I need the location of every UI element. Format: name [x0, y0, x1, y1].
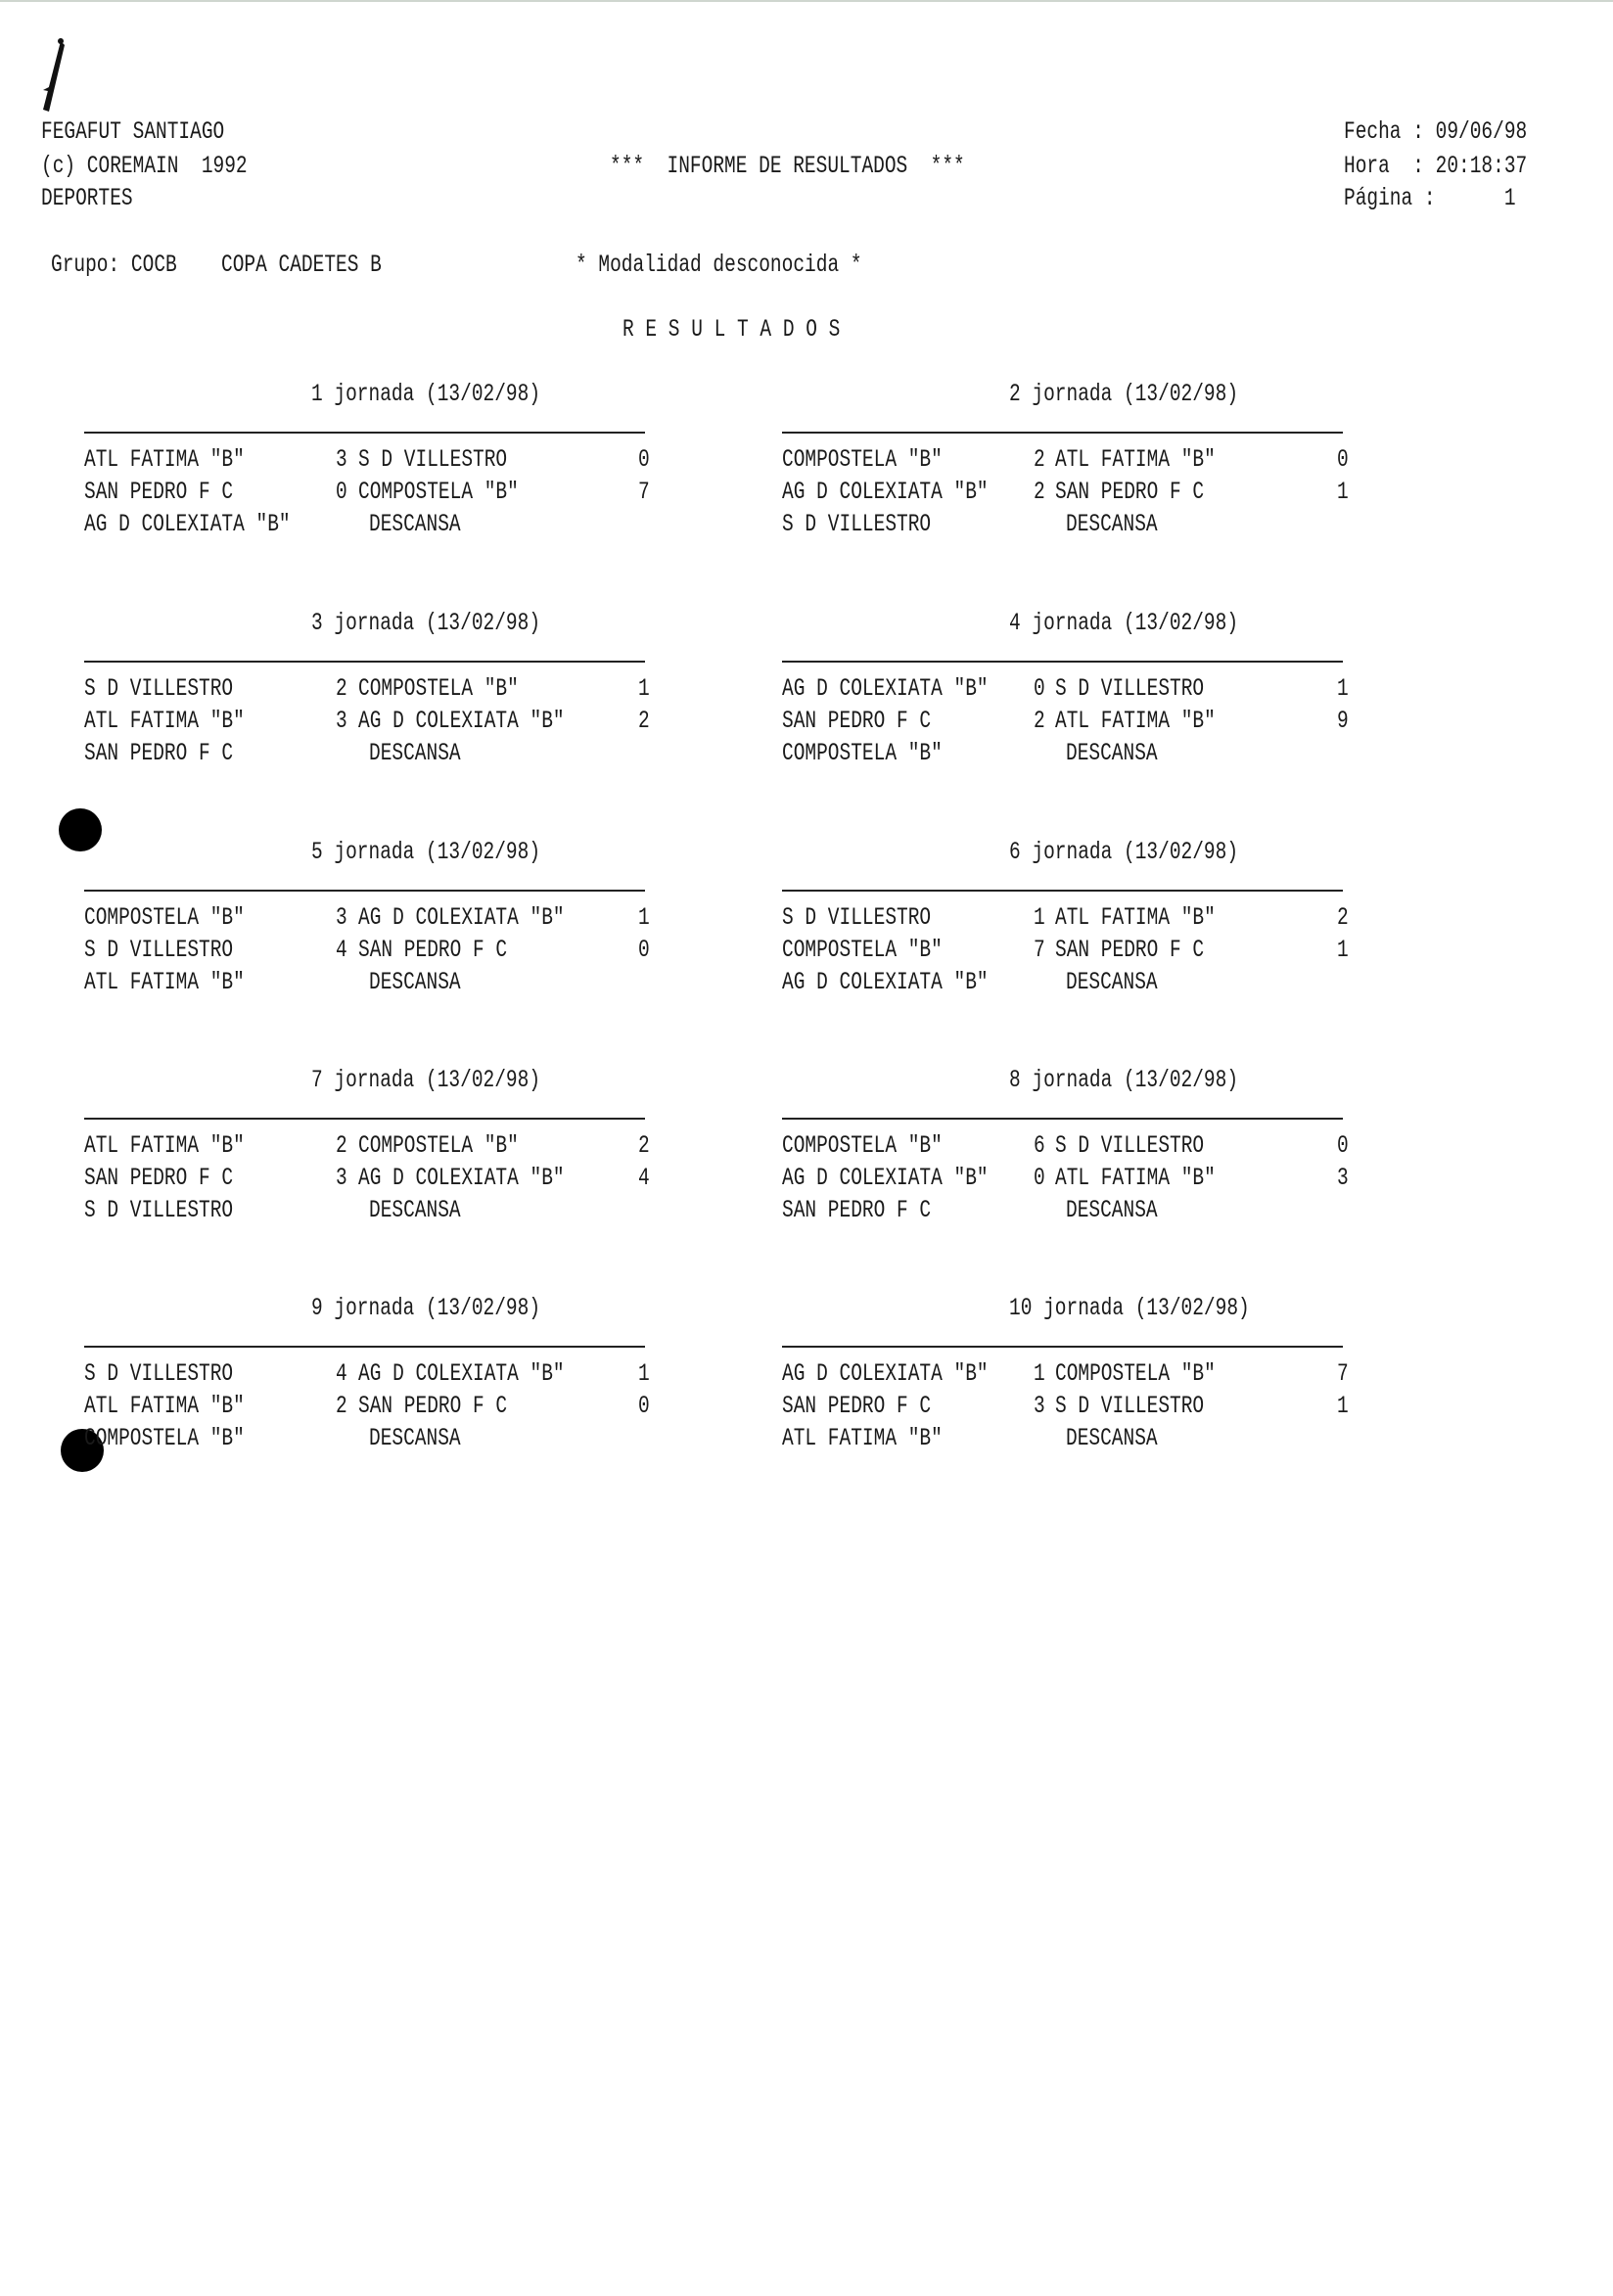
home-score: 2 [1034, 478, 1045, 506]
punch-hole-upper [59, 808, 102, 851]
away-score: 0 [638, 936, 650, 964]
home-team: AG D COLEXIATA "B" [782, 478, 989, 506]
away-team: ATL FATIMA "B" [1055, 1164, 1216, 1192]
rest-label: DESCANSA [369, 510, 461, 538]
resting-team: S D VILLESTRO [84, 1196, 234, 1224]
away-score: 2 [638, 707, 650, 735]
away-score: 7 [1337, 1359, 1349, 1388]
away-score: 1 [1337, 1392, 1349, 1420]
rest-label: DESCANSA [369, 1424, 461, 1452]
home-team: ATL FATIMA "B" [84, 707, 245, 735]
home-team: COMPOSTELA "B" [782, 936, 943, 964]
round-title: 1 jornada (13/02/98) [311, 380, 541, 408]
home-score: 0 [1034, 1164, 1045, 1192]
away-score: 7 [638, 478, 650, 506]
away-score: 1 [1337, 478, 1349, 506]
home-score: 6 [1034, 1131, 1045, 1160]
home-score: 2 [1034, 707, 1045, 735]
home-team: ATL FATIMA "B" [84, 1392, 245, 1420]
resting-team: S D VILLESTRO [782, 510, 932, 538]
home-score: 2 [336, 1392, 347, 1420]
page-line: Página : 1 [1344, 184, 1516, 212]
rest-label: DESCANSA [1066, 1196, 1158, 1224]
time-line: Hora : 20:18:37 [1344, 152, 1528, 180]
round-divider [782, 1346, 1343, 1348]
home-team: COMPOSTELA "B" [782, 445, 943, 474]
round-title: 10 jornada (13/02/98) [1009, 1294, 1250, 1322]
resting-team: ATL FATIMA "B" [782, 1424, 943, 1452]
away-team: COMPOSTELA "B" [358, 674, 519, 703]
home-team: SAN PEDRO F C [84, 1164, 234, 1192]
home-score: 3 [1034, 1392, 1045, 1420]
away-score: 1 [638, 903, 650, 932]
away-score: 9 [1337, 707, 1349, 735]
rest-label: DESCANSA [369, 968, 461, 996]
away-team: S D VILLESTRO [1055, 674, 1205, 703]
home-score: 0 [1034, 674, 1045, 703]
round-divider [84, 1346, 645, 1348]
round-title: 6 jornada (13/02/98) [1009, 838, 1239, 866]
away-score: 1 [638, 1359, 650, 1388]
copyright-line: (c) COREMAIN 1992 [41, 152, 248, 180]
home-score: 4 [336, 936, 347, 964]
away-score: 3 [1337, 1164, 1349, 1192]
round-divider [782, 1118, 1343, 1120]
resting-team: AG D COLEXIATA "B" [84, 510, 291, 538]
away-team: COMPOSTELA "B" [358, 478, 519, 506]
home-score: 3 [336, 445, 347, 474]
resting-team: AG D COLEXIATA "B" [782, 968, 989, 996]
round-title: 2 jornada (13/02/98) [1009, 380, 1239, 408]
rest-label: DESCANSA [369, 739, 461, 767]
home-score: 2 [1034, 445, 1045, 474]
away-team: SAN PEDRO F C [1055, 936, 1205, 964]
away-score: 0 [1337, 445, 1349, 474]
resting-team: ATL FATIMA "B" [84, 968, 245, 996]
away-team: AG D COLEXIATA "B" [358, 1164, 565, 1192]
away-team: S D VILLESTRO [1055, 1392, 1205, 1420]
home-team: COMPOSTELA "B" [782, 1131, 943, 1160]
home-team: ATL FATIMA "B" [84, 445, 245, 474]
away-score: 0 [638, 445, 650, 474]
round-divider [84, 432, 645, 434]
round-divider [782, 661, 1343, 663]
home-score: 4 [336, 1359, 347, 1388]
rest-label: DESCANSA [1066, 968, 1158, 996]
away-score: 1 [1337, 936, 1349, 964]
date-line: Fecha : 09/06/98 [1344, 117, 1528, 146]
away-team: ATL FATIMA "B" [1055, 445, 1216, 474]
round-divider [782, 432, 1343, 434]
modality: * Modalidad desconocida * [576, 251, 862, 279]
home-team: SAN PEDRO F C [782, 707, 932, 735]
home-team: S D VILLESTRO [782, 903, 932, 932]
report-title: *** INFORME DE RESULTADOS *** [610, 152, 965, 180]
home-team: COMPOSTELA "B" [84, 903, 245, 932]
resting-team: COMPOSTELA "B" [84, 1424, 245, 1452]
away-team: SAN PEDRO F C [358, 1392, 508, 1420]
round-title: 3 jornada (13/02/98) [311, 609, 541, 637]
away-team: AG D COLEXIATA "B" [358, 1359, 565, 1388]
away-team: COMPOSTELA "B" [1055, 1359, 1216, 1388]
away-team: COMPOSTELA "B" [358, 1131, 519, 1160]
home-score: 7 [1034, 936, 1045, 964]
rest-label: DESCANSA [1066, 510, 1158, 538]
org-name: FEGAFUT SANTIAGO [41, 117, 225, 146]
round-title: 8 jornada (13/02/98) [1009, 1066, 1239, 1094]
home-team: SAN PEDRO F C [84, 478, 234, 506]
round-title: 4 jornada (13/02/98) [1009, 609, 1239, 637]
home-team: AG D COLEXIATA "B" [782, 1359, 989, 1388]
home-score: 3 [336, 707, 347, 735]
home-team: S D VILLESTRO [84, 936, 234, 964]
home-score: 0 [336, 478, 347, 506]
round-divider [782, 890, 1343, 892]
away-team: S D VILLESTRO [358, 445, 508, 474]
resting-team: COMPOSTELA "B" [782, 739, 943, 767]
away-score: 1 [638, 674, 650, 703]
home-team: SAN PEDRO F C [782, 1392, 932, 1420]
round-title: 7 jornada (13/02/98) [311, 1066, 541, 1094]
home-score: 2 [336, 674, 347, 703]
away-score: 2 [638, 1131, 650, 1160]
pen-mark-icon [35, 33, 70, 121]
away-score: 0 [638, 1392, 650, 1420]
resting-team: SAN PEDRO F C [84, 739, 234, 767]
home-score: 2 [336, 1131, 347, 1160]
home-team: AG D COLEXIATA "B" [782, 674, 989, 703]
round-divider [84, 890, 645, 892]
round-divider [84, 1118, 645, 1120]
home-score: 3 [336, 903, 347, 932]
away-team: S D VILLESTRO [1055, 1131, 1205, 1160]
away-team: ATL FATIMA "B" [1055, 903, 1216, 932]
section-title: R E S U L T A D O S [622, 315, 841, 344]
away-score: 1 [1337, 674, 1349, 703]
away-team: AG D COLEXIATA "B" [358, 707, 565, 735]
away-team: SAN PEDRO F C [1055, 478, 1205, 506]
round-title: 5 jornada (13/02/98) [311, 838, 541, 866]
away-team: SAN PEDRO F C [358, 936, 508, 964]
round-title: 9 jornada (13/02/98) [311, 1294, 541, 1322]
home-team: ATL FATIMA "B" [84, 1131, 245, 1160]
rest-label: DESCANSA [1066, 739, 1158, 767]
home-score: 1 [1034, 1359, 1045, 1388]
group-code: Grupo: COCB [51, 251, 177, 279]
home-team: S D VILLESTRO [84, 674, 234, 703]
home-score: 1 [1034, 903, 1045, 932]
away-score: 4 [638, 1164, 650, 1192]
away-score: 0 [1337, 1131, 1349, 1160]
rest-label: DESCANSA [369, 1196, 461, 1224]
resting-team: SAN PEDRO F C [782, 1196, 932, 1224]
home-team: S D VILLESTRO [84, 1359, 234, 1388]
competition-name: COPA CADETES B [221, 251, 382, 279]
round-divider [84, 661, 645, 663]
scan-top-edge [0, 0, 1613, 2]
away-score: 2 [1337, 903, 1349, 932]
home-team: AG D COLEXIATA "B" [782, 1164, 989, 1192]
away-team: ATL FATIMA "B" [1055, 707, 1216, 735]
department: DEPORTES [41, 184, 133, 212]
rest-label: DESCANSA [1066, 1424, 1158, 1452]
home-score: 3 [336, 1164, 347, 1192]
away-team: AG D COLEXIATA "B" [358, 903, 565, 932]
